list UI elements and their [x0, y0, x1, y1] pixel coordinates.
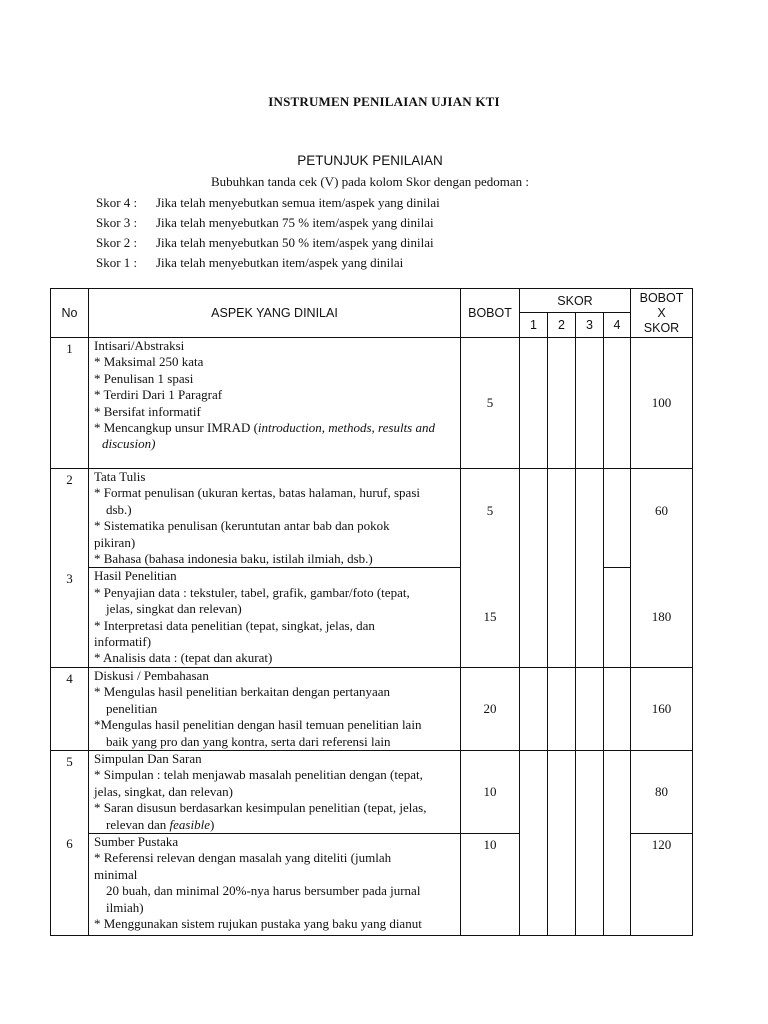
score-cell-2[interactable]: [548, 833, 576, 935]
score-cell-3[interactable]: [576, 338, 604, 469]
aspect-item: * Analisis data : (tepat dan akurat): [94, 650, 273, 666]
aspect-item-italic: feasible: [169, 816, 210, 832]
score-cell-4[interactable]: [604, 750, 631, 833]
aspect-title: Diskusi / Pembahasan: [94, 667, 209, 683]
aspect-item-cont: [94, 817, 456, 833]
aspect-item: * Penulisan 1 spasi: [94, 370, 194, 386]
aspect-item: * Interpretasi data penelitian (tepat, singkat, jelas, dan: [94, 617, 375, 633]
header-bobot-x-skor-line: X: [657, 305, 666, 320]
score-desc: Jika telah menyebutkan semua item/aspek yang dinilai: [156, 195, 440, 210]
score-cell-1[interactable]: [520, 338, 548, 469]
aspect-item: * Terdiri Dari 1 Paragraf: [94, 387, 223, 403]
score-cell-2[interactable]: [548, 469, 576, 568]
score-cell-4[interactable]: [604, 338, 631, 469]
bobot-value: 5: [461, 469, 520, 568]
aspect-item-cont: dsb.): [106, 501, 132, 517]
table-row: [51, 750, 693, 833]
total-value: 120: [631, 833, 693, 935]
row-number: 2: [51, 469, 89, 568]
aspect-item-cont: baik yang pro dan yang kontra, serta dari referensi lain: [106, 733, 391, 749]
aspect-title: Hasil Penelitian: [94, 568, 177, 584]
score-cell-4[interactable]: [604, 469, 631, 568]
score-guide-item: [96, 253, 440, 273]
score-guide: [96, 193, 440, 273]
instructions-heading: PETUNJUK PENILAIAN: [297, 153, 443, 168]
aspect-item: [94, 420, 456, 436]
header-bobot-x-skor-line: SKOR: [643, 320, 680, 335]
row-number: 5: [51, 750, 89, 833]
aspect-item: *Mengulas hasil penelitian dengan hasil temuan penelitian lain: [94, 717, 422, 733]
aspect-item-cont: pikiran): [94, 534, 136, 550]
aspect-item-cont: penelitian: [106, 700, 158, 716]
score-guide-item: [96, 193, 440, 213]
aspect-item-cont: 20 buah, dan minimal 20%-nya harus bersumber pada jurnal: [106, 883, 421, 899]
aspect-item-cont: jelas, singkat, dan relevan): [94, 783, 233, 799]
row-number: 3: [51, 568, 89, 667]
row-number: 1: [51, 338, 89, 469]
header-skor: SKOR: [520, 289, 631, 313]
instruction-text: Bubuhkan tanda cek (V) pada kolom Skor dengan pedoman :: [210, 174, 530, 189]
score-cell-3[interactable]: [576, 833, 604, 935]
score-cell-4[interactable]: [604, 667, 631, 750]
document-title: INSTRUMEN PENILAIAN UJIAN KTI: [268, 94, 500, 109]
score-cell-2[interactable]: [548, 750, 576, 833]
header-skor-1: 1: [520, 313, 548, 338]
aspect-item: * Penyajian data : tekstuler, tabel, grafik, gambar/foto (tepat,: [94, 584, 410, 600]
score-cell-2[interactable]: [548, 338, 576, 469]
score-cell-1[interactable]: [520, 833, 548, 935]
bobot-value: 10: [461, 833, 520, 935]
score-cell-1[interactable]: [520, 568, 548, 667]
table-row: [51, 469, 693, 568]
total-value: 80: [631, 750, 693, 833]
header-bobot-x-skor: [631, 289, 693, 338]
total-value: 160: [631, 667, 693, 750]
score-key: Skor 4 :: [96, 195, 138, 210]
row-number: 4: [51, 667, 89, 750]
score-key: Skor 1 :: [96, 255, 138, 270]
header-bobot: BOBOT: [461, 289, 520, 338]
score-cell-3[interactable]: [576, 750, 604, 833]
aspect-item: * Sistematika penulisan (keruntutan antar bab dan pokok: [94, 518, 390, 534]
aspect-cell: [89, 338, 461, 469]
aspect-item: * Referensi relevan dengan masalah yang diteliti (jumlah: [94, 850, 392, 866]
total-value: 100: [631, 338, 693, 469]
header-skor-2: 2: [548, 313, 576, 338]
aspect-item-text: relevan dan: [106, 816, 170, 832]
bobot-value: 20: [461, 667, 520, 750]
aspect-item-cont: [94, 436, 456, 452]
aspect-item-text: * Mencangkup unsur IMRAD (: [94, 420, 258, 436]
score-cell-3[interactable]: [576, 568, 604, 667]
aspect-item-cont: jelas, singkat dan relevan): [106, 601, 242, 617]
aspect-cell: [89, 667, 461, 750]
aspect-cell: [89, 833, 461, 935]
table-row: [51, 833, 693, 935]
aspect-item: * Mengulas hasil penelitian berkaitan dengan pertanyaan: [94, 684, 391, 700]
aspect-item: * Format penulisan (ukuran kertas, batas halaman, huruf, spasi: [94, 485, 420, 501]
aspect-item-cont: minimal: [94, 866, 138, 882]
score-guide-item: [96, 213, 440, 233]
aspect-cell: [89, 750, 461, 833]
score-cell-3[interactable]: [576, 469, 604, 568]
score-cell-2[interactable]: [548, 667, 576, 750]
aspect-item: * Simpulan : telah menjawab masalah penelitian dengan (tepat,: [94, 767, 423, 783]
aspect-item: * Bersifat informatif: [94, 403, 201, 419]
aspect-title: Simpulan Dan Saran: [94, 750, 202, 766]
score-cell-2[interactable]: [548, 568, 576, 667]
score-key: Skor 2 :: [96, 235, 138, 250]
score-cell-1[interactable]: [520, 750, 548, 833]
header-bobot-x-skor-line: BOBOT: [639, 290, 684, 305]
header-skor-3: 3: [576, 313, 604, 338]
aspect-title: Intisari/Abstraksi: [94, 338, 185, 353]
bobot-value: 10: [461, 750, 520, 833]
aspect-item-cont: ilmiah): [106, 899, 144, 915]
bobot-value: 15: [461, 568, 520, 667]
aspect-item: * Menggunakan sistem rujukan pustaka yang baku yang dianut: [94, 915, 422, 931]
aspect-title: Tata Tulis: [94, 469, 146, 484]
table-row: [51, 338, 693, 469]
aspect-item-text: ): [209, 816, 215, 832]
bobot-value: 5: [461, 338, 520, 469]
score-cell-1[interactable]: [520, 469, 548, 568]
header-aspek: ASPEK YANG DINILAI: [89, 289, 461, 338]
aspect-title: Sumber Pustaka: [94, 833, 179, 849]
score-cell-1[interactable]: [520, 667, 548, 750]
total-value: 60: [631, 469, 693, 568]
total-value: 180: [631, 568, 693, 667]
score-desc: Jika telah menyebutkan item/aspek yang dinilai: [156, 255, 404, 270]
aspect-item-italic: introduction, methods, results and: [257, 420, 435, 436]
aspect-item: * Maksimal 250 kata: [94, 354, 204, 370]
aspect-cell: [89, 469, 461, 568]
table-row: [51, 568, 693, 667]
aspect-item: * Bahasa (bahasa indonesia baku, istilah ilmiah, dsb.): [94, 551, 373, 567]
score-desc: Jika telah menyebutkan 75 % item/aspek yang dinilai: [156, 215, 434, 230]
header-no: No: [51, 289, 89, 338]
aspect-item-cont: informatif): [94, 634, 152, 650]
score-cell-4[interactable]: [604, 833, 631, 935]
header-skor-4: 4: [604, 313, 631, 338]
aspect-cell: [89, 568, 461, 667]
assessment-table: [50, 288, 693, 936]
aspect-item-italic: discusion): [102, 436, 156, 452]
score-guide-item: [96, 233, 440, 253]
row-number: 6: [51, 833, 89, 935]
score-cell-4[interactable]: [604, 568, 631, 667]
score-key: Skor 3 :: [96, 215, 138, 230]
score-cell-3[interactable]: [576, 667, 604, 750]
aspect-item: * Saran disusun berdasarkan kesimpulan penelitian (tepat, jelas,: [94, 800, 427, 816]
score-desc: Jika telah menyebutkan 50 % item/aspek yang dinilai: [156, 235, 434, 250]
table-row: [51, 667, 693, 750]
